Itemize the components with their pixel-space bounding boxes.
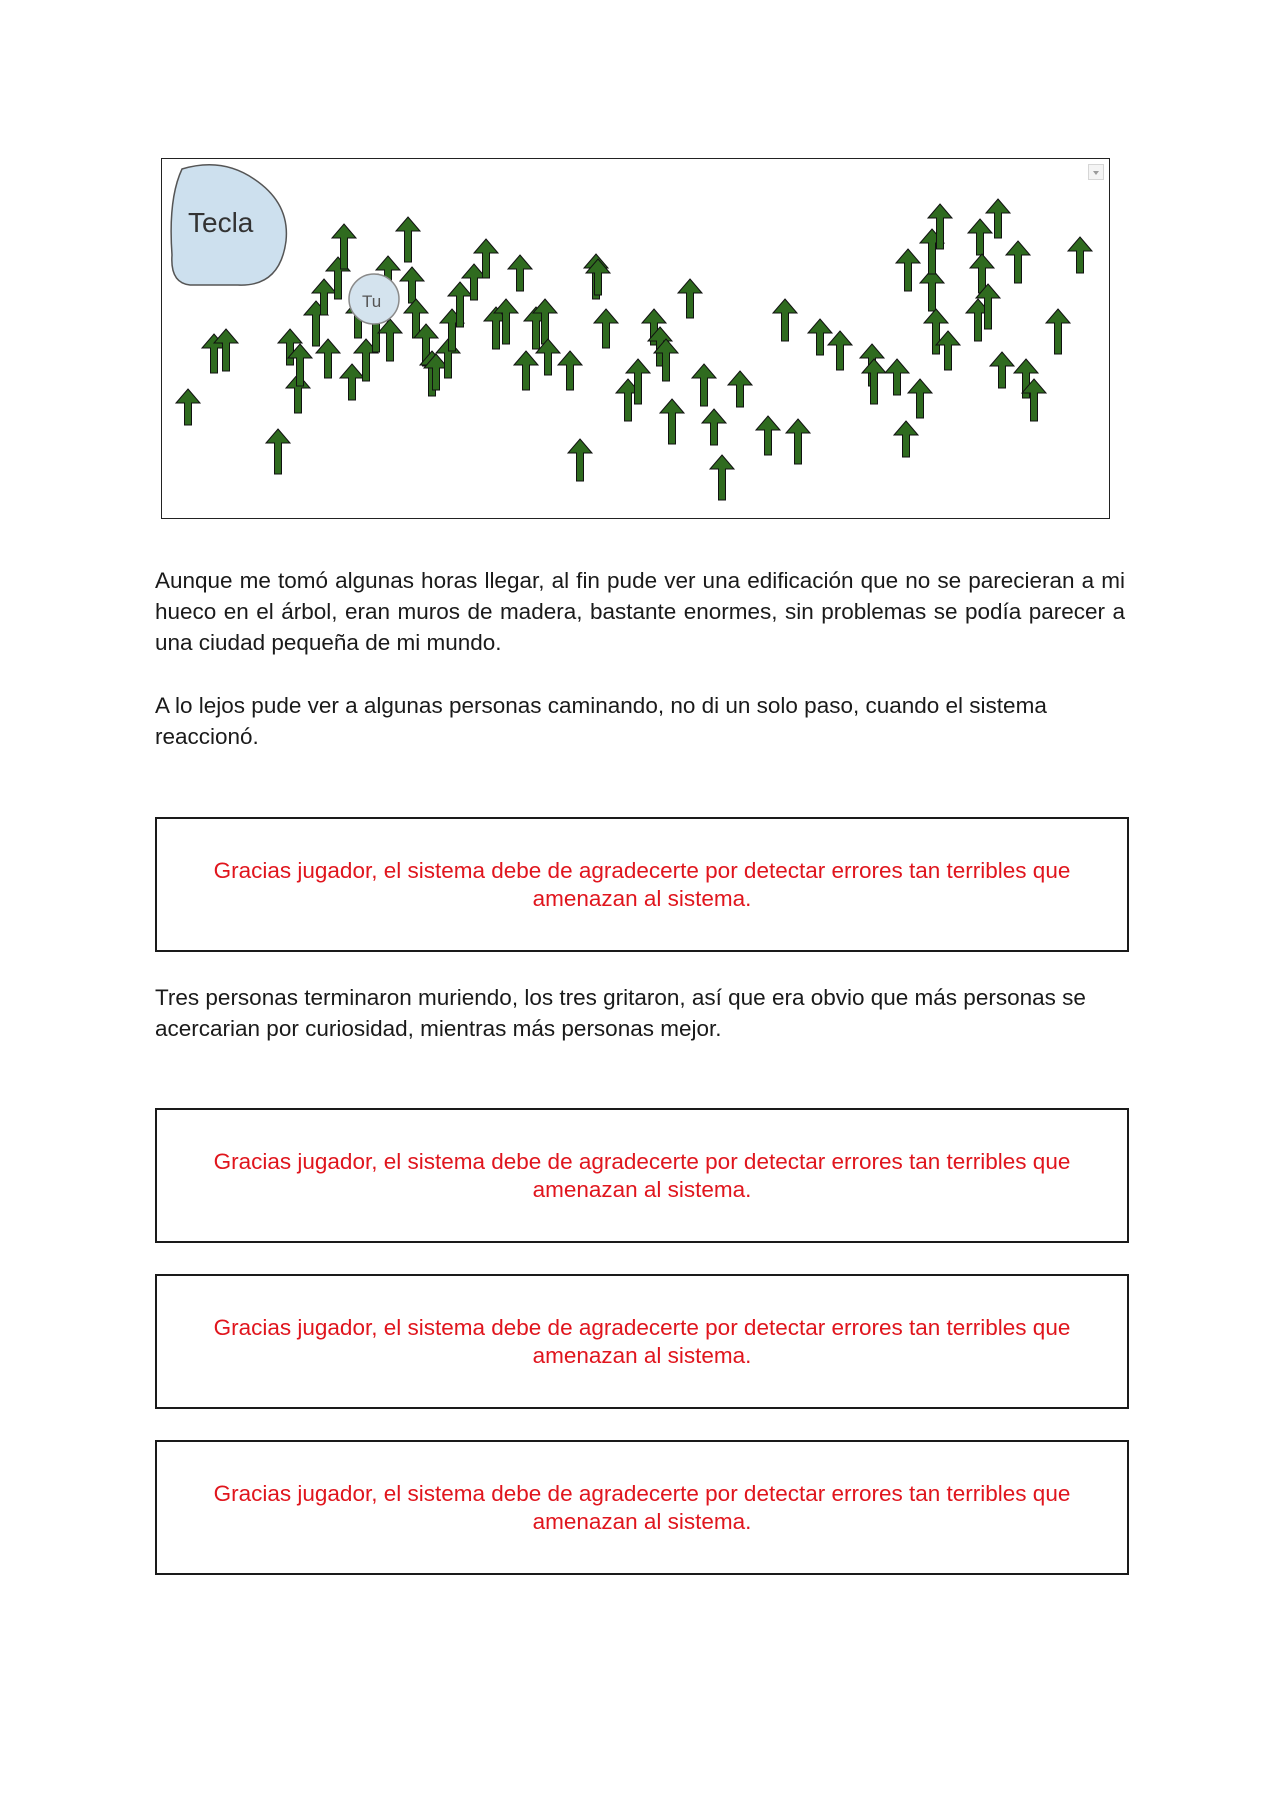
up-arrow-icon <box>514 351 538 390</box>
system-notice <box>155 1108 1129 1243</box>
map-canvas <box>162 159 1110 519</box>
tecla-label: Tecla <box>188 207 254 238</box>
up-arrow-icon <box>862 359 886 404</box>
up-arrow-icon <box>885 359 909 395</box>
up-arrow-icon <box>340 364 364 400</box>
up-arrow-icon <box>266 429 290 474</box>
up-arrow-icon <box>692 364 716 406</box>
paragraph-1: Aunque me tomó algunas horas llegar, al fin pude ver una edificación que no se parecieran a mi hueco en el árbol, eran muros de madera, bastante enormes, sin problemas se podía parecer a una ciudad pequeña de mi mundo. <box>155 568 1125 655</box>
up-arrow-icon <box>728 371 752 407</box>
paragraph-2: A lo lejos pude ver a algunas personas caminando, no di un solo paso, cuando el sistema reaccionó. <box>155 693 1047 749</box>
up-arrow-icon <box>828 331 852 370</box>
up-arrow-icon <box>1068 237 1092 273</box>
up-arrow-icon <box>710 455 734 500</box>
arrow-group <box>176 199 1092 500</box>
up-arrow-icon <box>678 279 702 318</box>
up-arrow-icon <box>894 421 918 457</box>
up-arrow-icon <box>558 351 582 390</box>
dropdown-arrow-icon[interactable] <box>1088 164 1104 180</box>
up-arrow-icon <box>660 399 684 444</box>
up-arrow-icon <box>896 249 920 291</box>
system-notice <box>155 1440 1129 1575</box>
notice-text: Gracias jugador, el sistema debe de agradecerte por detectar errores tan terribles que amenazan al sistema. <box>213 1314 1071 1368</box>
up-arrow-icon <box>400 267 424 303</box>
up-arrow-icon <box>568 439 592 481</box>
notice-text: Gracias jugador, el sistema debe de agradecerte por detectar errores tan terribles que amenazan al sistema. <box>213 1480 1071 1534</box>
up-arrow-icon <box>396 217 420 262</box>
up-arrow-icon <box>702 409 726 445</box>
up-arrow-icon <box>968 219 992 255</box>
up-arrow-icon <box>920 269 944 311</box>
system-notice <box>155 817 1129 952</box>
map-figure <box>161 158 1110 519</box>
up-arrow-icon <box>756 416 780 455</box>
player-label: Tu <box>362 292 382 311</box>
up-arrow-icon <box>908 379 932 418</box>
up-arrow-icon <box>773 299 797 341</box>
up-arrow-icon <box>808 319 832 355</box>
up-arrow-icon <box>508 255 532 291</box>
paragraph-3: Tres personas terminaron muriendo, los tres gritaron, así que era obvio que más personas se acercarian por curiosidad, mientras más personas mejor. <box>155 985 1086 1041</box>
up-arrow-icon <box>1006 241 1030 283</box>
notice-text: Gracias jugador, el sistema debe de agradecerte por detectar errores tan terribles que amenazan al sistema. <box>213 857 1071 911</box>
notice-text: Gracias jugador, el sistema debe de agradecerte por detectar errores tan terribles que amenazan al sistema. <box>213 1148 1071 1202</box>
up-arrow-icon <box>786 419 810 464</box>
system-notice <box>155 1274 1129 1409</box>
up-arrow-icon <box>378 319 402 361</box>
up-arrow-icon <box>990 352 1014 388</box>
up-arrow-icon <box>594 309 618 348</box>
up-arrow-icon <box>176 389 200 425</box>
up-arrow-icon <box>1046 309 1070 354</box>
